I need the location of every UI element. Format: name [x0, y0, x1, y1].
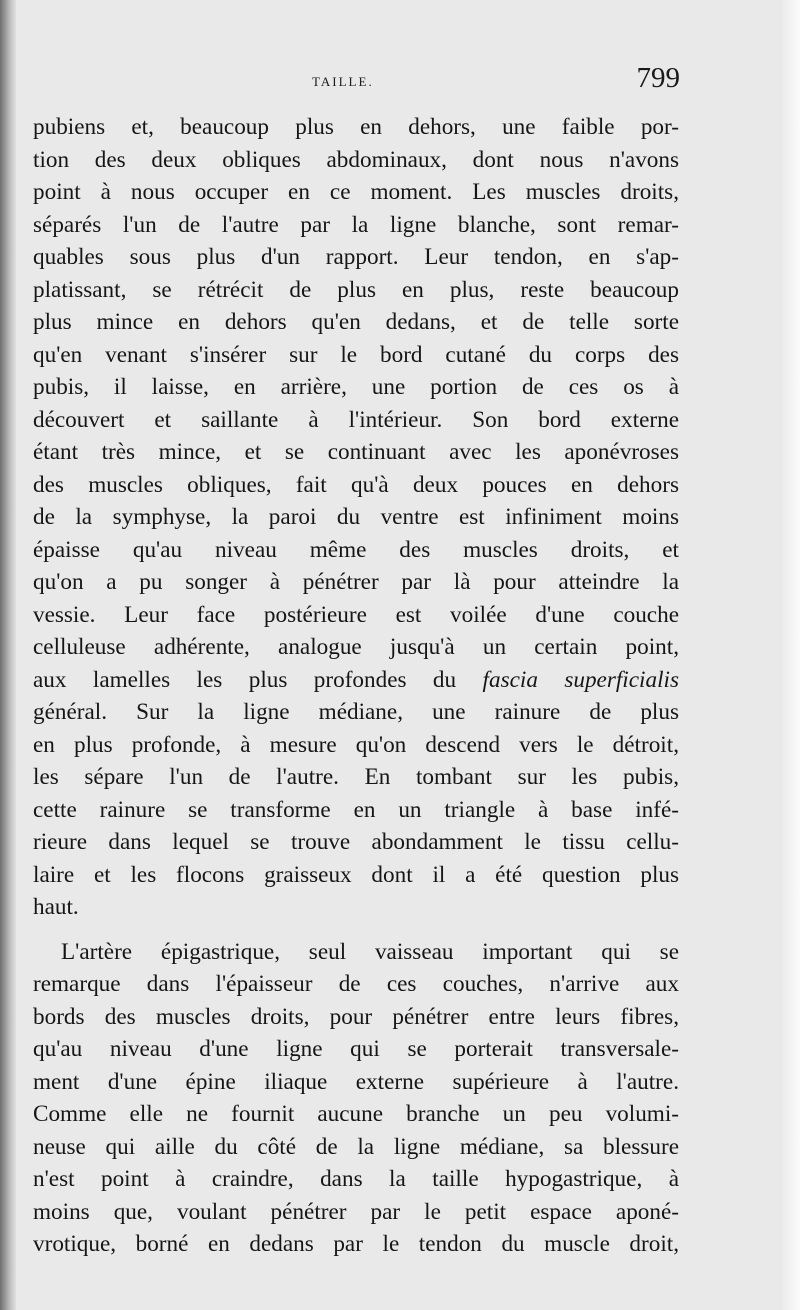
running-title: TAILLE. [312, 74, 374, 89]
page-number: 799 [636, 62, 680, 94]
text-line: vrotique, borné en dedans par le tendon du muscle droit, [33, 1231, 679, 1257]
text-line: découvert et saillante à l'intérieur. Son bord externe [33, 406, 679, 433]
text-line: plus mince en dehors qu'en dedans, et de telle sorte [33, 309, 679, 335]
text-line: tion des deux obliques abdominaux, dont nous n'avons [33, 146, 679, 173]
text-line: qu'au niveau d'une ligne qui se porterait transversale- [33, 1036, 679, 1062]
text-line: laire et les flocons graisseux dont il a été question plus [33, 861, 679, 888]
text-line: qu'on a pu songer à pénétrer par là pour atteindre la [33, 569, 679, 595]
text-line: Comme elle ne fournit aucune branche un peu volumi- [33, 1101, 679, 1127]
text-line: rieure dans lequel se trouve abondamment le tissu cellu- [33, 829, 679, 855]
text-line-with-italic [33, 664, 679, 697]
text-line: L'artère épigastrique, seul vaisseau important qui se [61, 938, 679, 965]
paragraph-2 [33, 936, 679, 1261]
text-line: des muscles obliques, fait qu'à deux pouces en dehors [33, 471, 679, 498]
text-line: point à nous occuper en ce moment. Les muscles droits, [33, 179, 679, 205]
paragraph-1 [33, 111, 679, 924]
italic-term: fascia superficialis [482, 666, 679, 693]
text-line: bords des muscles droits, pour pénétrer entre leurs fibres, [33, 1003, 679, 1030]
text-line: étant très mince, et se continuant avec les aponévroses [33, 439, 679, 465]
text-line: général. Sur la ligne médiane, une rainure de plus [33, 699, 679, 725]
text-line: moins que, voulant pénétrer par le petit espace aponé- [33, 1198, 679, 1225]
text-line: celluleuse adhérente, analogue jusqu'à un certain point, [33, 634, 679, 660]
text-line: ment d'une épine iliaque externe supérieure à l'autre. [33, 1068, 679, 1095]
text-line: séparés l'un de l'autre par la ligne blanche, sont remar- [33, 211, 679, 238]
body-text [33, 111, 679, 1261]
text-line: haut. [33, 894, 79, 920]
text-line: vessie. Leur face postérieure est voilée d'une couche [33, 601, 679, 628]
running-header [30, 62, 680, 102]
paragraph-gap [33, 924, 679, 936]
text-line: n'est point à craindre, dans la taille hypogastrique, à [33, 1166, 679, 1192]
text-line: platissant, se rétrécit de plus en plus, reste beaucoup [33, 276, 679, 303]
text-line: neuse qui aille du côté de la ligne médiane, sa blessure [33, 1133, 679, 1160]
text-fragment: aux lamelles les plus profondes du [33, 666, 483, 693]
text-line: épaisse qu'au niveau même des muscles droits, et [33, 536, 679, 563]
text-line: quables sous plus d'un rapport. Leur tendon, en s'ap- [33, 244, 679, 270]
text-line: qu'en venant s'insérer sur le bord cutané du corps des [33, 341, 679, 368]
text-line: pubiens et, beaucoup plus en dehors, une faible por- [33, 114, 679, 140]
text-line: pubis, il laisse, en arrière, une portion de ces os à [33, 374, 679, 400]
text-line: les sépare l'un de l'autre. En tombant sur les pubis, [33, 764, 679, 790]
text-line: cette rainure se transforme en un triangle à base infé- [33, 796, 679, 823]
text-line: en plus profonde, à mesure qu'on descend vers le détroit, [33, 731, 679, 758]
text-line: de la symphyse, la paroi du ventre est infiniment moins [33, 504, 679, 530]
text-line: remarque dans l'épaisseur de ces couches, n'arrive aux [33, 971, 679, 997]
